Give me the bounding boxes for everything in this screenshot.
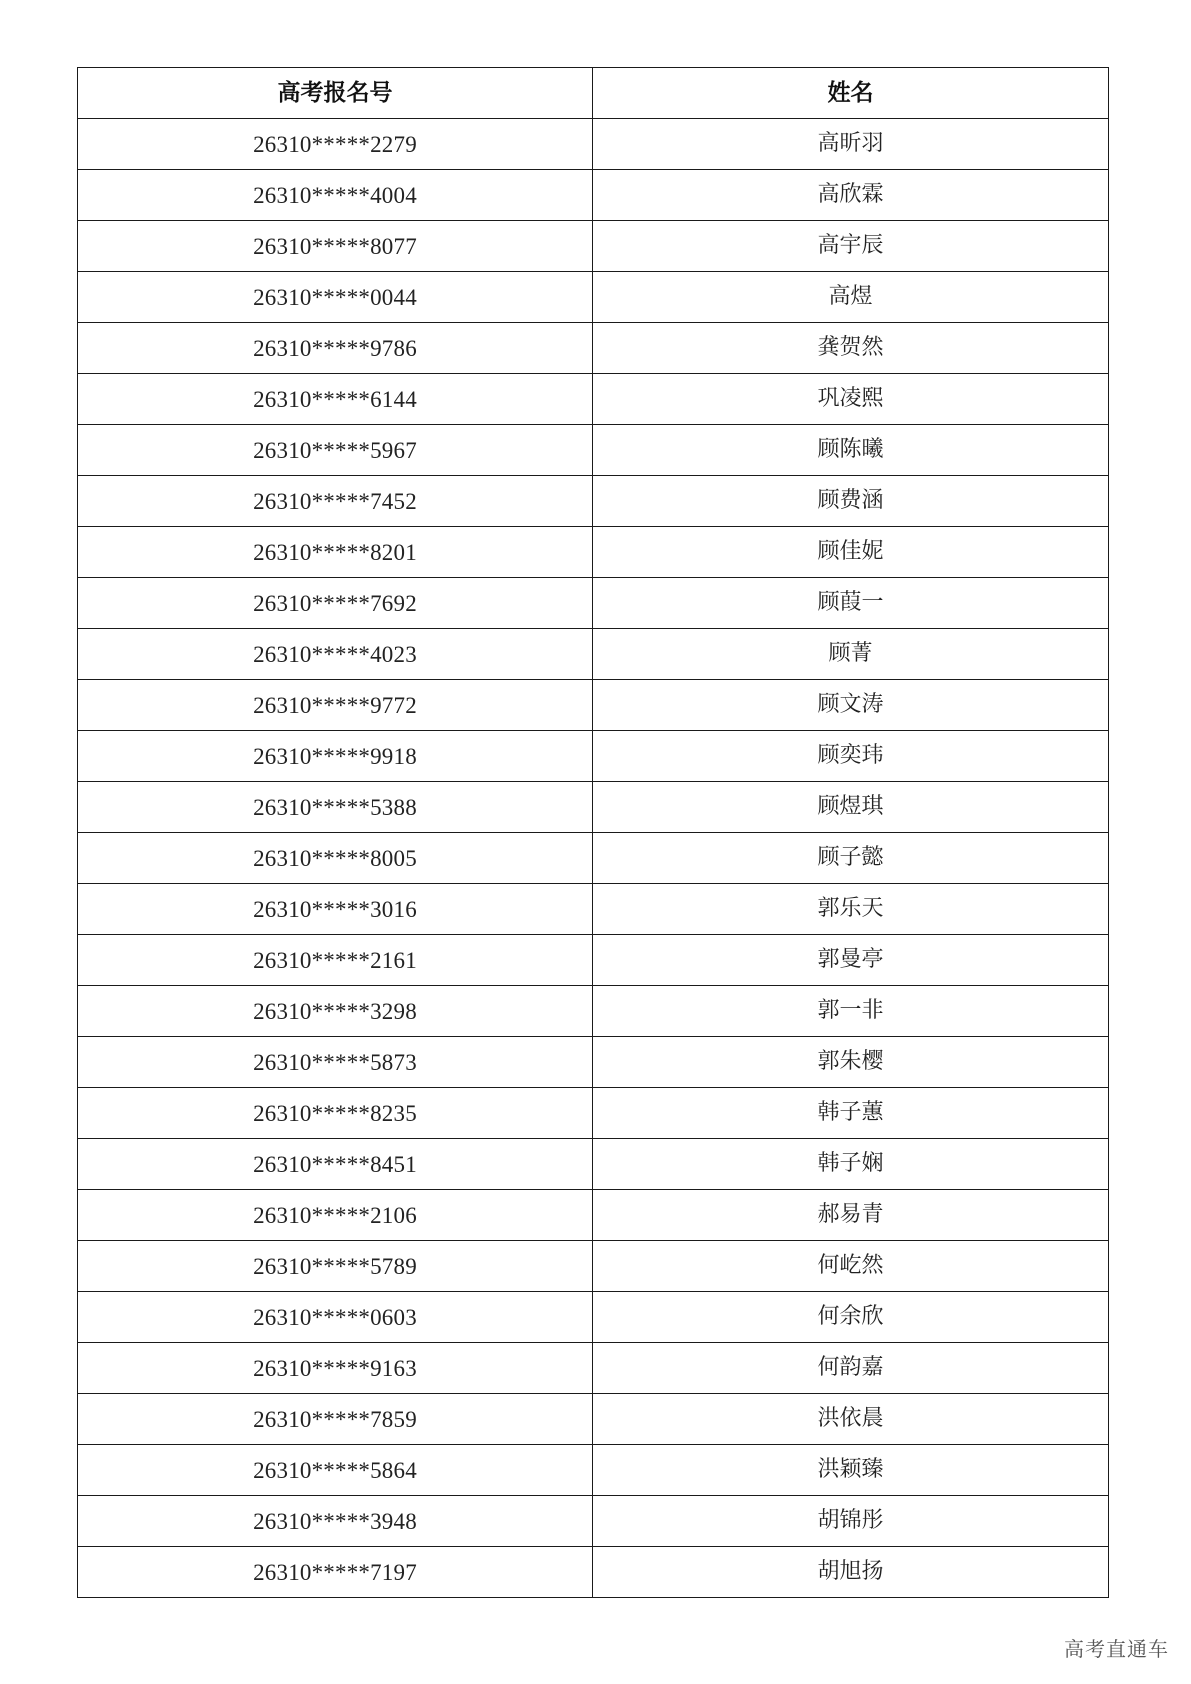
- student-name-cell: 顾佳妮: [593, 527, 1109, 578]
- table-row: [78, 1394, 1109, 1445]
- table-row: [78, 782, 1109, 833]
- column-header-registration-number: 高考报名号: [78, 68, 593, 119]
- registration-number-cell: 26310*****2106: [78, 1190, 593, 1241]
- table-header: [78, 68, 1109, 119]
- table-row: [78, 1496, 1109, 1547]
- table-row: [78, 884, 1109, 935]
- registration-number-cell: 26310*****0603: [78, 1292, 593, 1343]
- registration-number-cell: 26310*****5864: [78, 1445, 593, 1496]
- student-name-cell: 高欣霖: [593, 170, 1109, 221]
- registration-number-cell: 26310*****8005: [78, 833, 593, 884]
- table-row: [78, 1292, 1109, 1343]
- student-name-cell: 洪依晨: [593, 1394, 1109, 1445]
- student-name-cell: 何韵嘉: [593, 1343, 1109, 1394]
- registration-number-cell: 26310*****9163: [78, 1343, 593, 1394]
- student-name-cell: 顾子懿: [593, 833, 1109, 884]
- student-name-cell: 胡锦彤: [593, 1496, 1109, 1547]
- student-name-cell: 韩子娴: [593, 1139, 1109, 1190]
- registration-number-cell: 26310*****8451: [78, 1139, 593, 1190]
- registration-number-cell: 26310*****7692: [78, 578, 593, 629]
- student-name-cell: 巩凌熙: [593, 374, 1109, 425]
- table-row: [78, 272, 1109, 323]
- table-row: [78, 986, 1109, 1037]
- table-row: [78, 1088, 1109, 1139]
- table-row: [78, 935, 1109, 986]
- header-row: [78, 68, 1109, 119]
- column-header-name: 姓名: [593, 68, 1109, 119]
- registration-number-cell: 26310*****9918: [78, 731, 593, 782]
- table-row: [78, 1037, 1109, 1088]
- table-row: [78, 119, 1109, 170]
- student-name-cell: 郝易青: [593, 1190, 1109, 1241]
- student-name-cell: 顾陈曦: [593, 425, 1109, 476]
- student-name-cell: 何余欣: [593, 1292, 1109, 1343]
- registration-number-cell: 26310*****7197: [78, 1547, 593, 1598]
- roster-table: [77, 67, 1109, 1598]
- table-row: [78, 1241, 1109, 1292]
- table-row: [78, 425, 1109, 476]
- registration-number-cell: 26310*****5388: [78, 782, 593, 833]
- registration-number-cell: 26310*****6144: [78, 374, 593, 425]
- student-name-cell: 胡旭扬: [593, 1547, 1109, 1598]
- student-name-cell: 龚贺然: [593, 323, 1109, 374]
- registration-number-cell: 26310*****9772: [78, 680, 593, 731]
- registration-number-cell: 26310*****3298: [78, 986, 593, 1037]
- student-name-cell: 顾文涛: [593, 680, 1109, 731]
- student-name-cell: 顾费涵: [593, 476, 1109, 527]
- table-row: [78, 833, 1109, 884]
- student-name-cell: 顾菁: [593, 629, 1109, 680]
- student-name-cell: 高昕羽: [593, 119, 1109, 170]
- student-name-cell: 郭一非: [593, 986, 1109, 1037]
- table-row: [78, 1343, 1109, 1394]
- registration-number-cell: 26310*****9786: [78, 323, 593, 374]
- table-row: [78, 1139, 1109, 1190]
- student-name-cell: 郭乐天: [593, 884, 1109, 935]
- student-name-cell: 洪颖臻: [593, 1445, 1109, 1496]
- registration-number-cell: 26310*****8201: [78, 527, 593, 578]
- registration-number-cell: 26310*****4023: [78, 629, 593, 680]
- student-name-cell: 郭朱樱: [593, 1037, 1109, 1088]
- table-row: [78, 1547, 1109, 1598]
- table-row: [78, 629, 1109, 680]
- registration-number-cell: 26310*****3948: [78, 1496, 593, 1547]
- registration-number-cell: 26310*****7859: [78, 1394, 593, 1445]
- registration-number-cell: 26310*****4004: [78, 170, 593, 221]
- registration-number-cell: 26310*****5873: [78, 1037, 593, 1088]
- table-row: [78, 476, 1109, 527]
- registration-number-cell: 26310*****2279: [78, 119, 593, 170]
- table-row: [78, 680, 1109, 731]
- student-name-cell: 顾葭一: [593, 578, 1109, 629]
- student-name-cell: 郭曼亭: [593, 935, 1109, 986]
- watermark-text: 高考直通车: [1064, 1637, 1169, 1661]
- student-name-cell: 顾煜琪: [593, 782, 1109, 833]
- registration-number-cell: 26310*****3016: [78, 884, 593, 935]
- table-row: [78, 1445, 1109, 1496]
- student-name-cell: 何屹然: [593, 1241, 1109, 1292]
- table-row: [78, 374, 1109, 425]
- table-row: [78, 221, 1109, 272]
- table-body: [78, 119, 1109, 1598]
- table-row: [78, 170, 1109, 221]
- registration-number-cell: 26310*****5789: [78, 1241, 593, 1292]
- student-name-cell: 韩子蕙: [593, 1088, 1109, 1139]
- registration-number-cell: 26310*****8235: [78, 1088, 593, 1139]
- registration-number-cell: 26310*****7452: [78, 476, 593, 527]
- table-row: [78, 323, 1109, 374]
- registration-number-cell: 26310*****0044: [78, 272, 593, 323]
- student-name-cell: 高煜: [593, 272, 1109, 323]
- registration-number-cell: 26310*****5967: [78, 425, 593, 476]
- table-row: [78, 1190, 1109, 1241]
- registration-number-cell: 26310*****8077: [78, 221, 593, 272]
- table-row: [78, 731, 1109, 782]
- student-name-cell: 高宇辰: [593, 221, 1109, 272]
- student-name-cell: 顾奕玮: [593, 731, 1109, 782]
- registration-number-cell: 26310*****2161: [78, 935, 593, 986]
- table-row: [78, 527, 1109, 578]
- table-row: [78, 578, 1109, 629]
